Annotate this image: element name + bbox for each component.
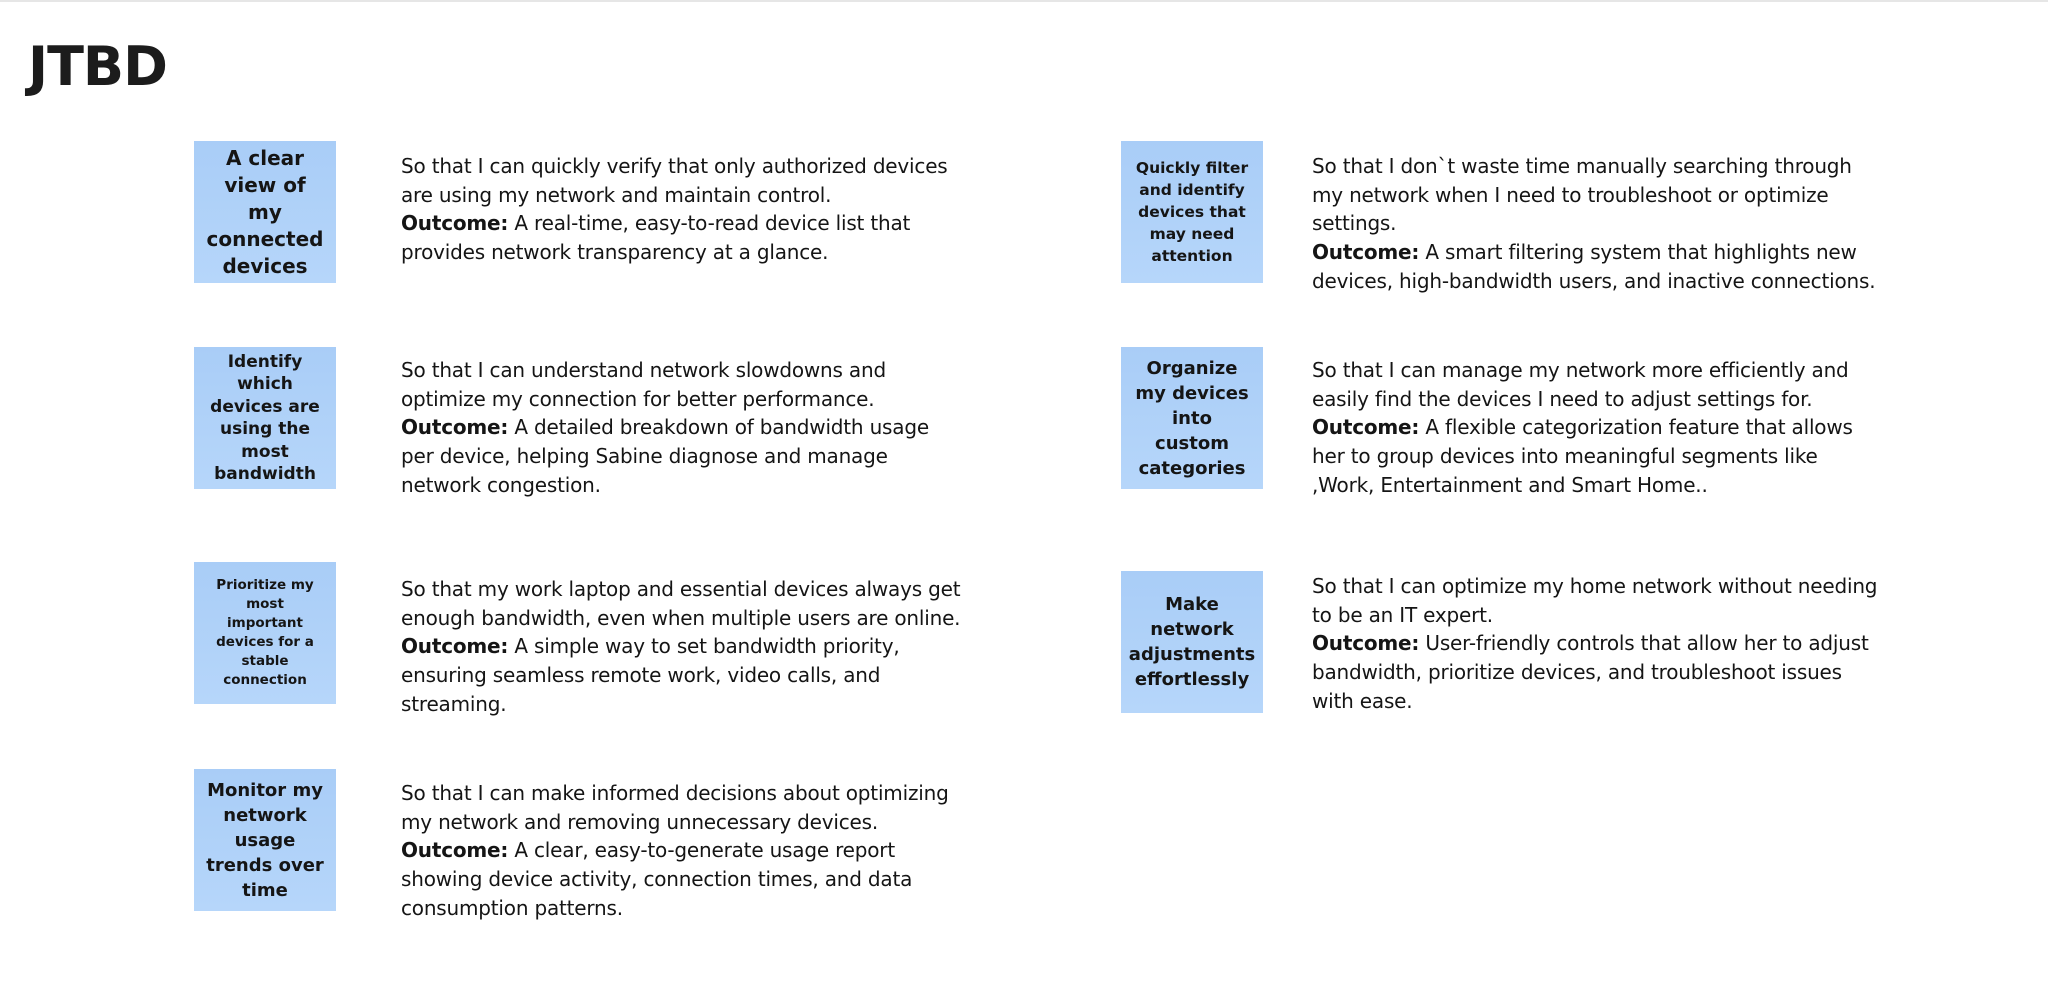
so-that-text: So that my work laptop and essential devices always get enough bandwidth, even when multiple users are online.	[401, 577, 961, 630]
outcome-label: Outcome:	[401, 415, 509, 440]
so-that-text: So that I can manage my network more efficiently and easily find the devices I need to adjust settings for.	[1312, 358, 1849, 411]
top-divider	[0, 0, 2048, 2]
so-that-text: So that I can understand network slowdowns and optimize my connection for better performance.	[401, 358, 886, 411]
job-description-monitor	[401, 779, 961, 923]
job-description-adjustments	[1312, 572, 1882, 716]
sticky-note-monitor[interactable]	[194, 769, 336, 911]
sticky-note-label: Make network adjustments effortlessly	[1128, 594, 1256, 690]
outcome-label: Outcome:	[1312, 631, 1420, 656]
so-that-text: So that I can make informed decisions about optimizing my network and removing unnecessary devices.	[401, 781, 949, 834]
job-description-clear-view	[401, 152, 961, 267]
job-description-bandwidth	[401, 356, 961, 500]
sticky-note-adjustments[interactable]	[1121, 571, 1263, 713]
so-that-text: So that I don`t waste time manually searching through my network when I need to troubleshoot or optimize settings.	[1312, 154, 1852, 236]
so-that-text: So that I can optimize my home network without needing to be an IT expert.	[1312, 574, 1878, 627]
sticky-note-organize[interactable]	[1121, 347, 1263, 489]
job-description-organize	[1312, 356, 1882, 500]
sticky-note-label: Monitor my network usage trends over time	[206, 779, 324, 901]
sticky-note-label: Identify which devices are using the most bandwidth	[210, 351, 320, 484]
sticky-note-label: Organize my devices into custom categories	[1135, 357, 1249, 479]
so-that-text: So that I can quickly verify that only authorized devices are using my network and maintain control.	[401, 154, 948, 207]
outcome-label: Outcome:	[401, 838, 509, 863]
outcome-label: Outcome:	[401, 211, 509, 236]
outcome-label: Outcome:	[401, 634, 509, 659]
outcome-text: User-friendly controls that allow her to adjust bandwidth, prioritize devices, and troubleshoot issues with ease.	[1312, 631, 1869, 713]
sticky-note-label: Quickly filter and identify devices that may need attention	[1135, 159, 1249, 265]
outcome-text: A real-time, easy-to-read device list that provides network transparency at a glance.	[401, 211, 911, 265]
outcome-text: A detailed breakdown of bandwidth usage per device, helping Sabine diagnose and manage network congestion.	[401, 415, 929, 497]
sticky-note-bandwidth[interactable]	[194, 347, 336, 489]
job-description-prioritize	[401, 575, 961, 719]
page-title: JTBD	[28, 35, 167, 98]
outcome-label: Outcome:	[1312, 240, 1420, 265]
outcome-text: A clear, easy-to-generate usage report showing device activity, connection times, and data consumption patterns.	[401, 838, 913, 920]
outcome-text: A flexible categorization feature that allows her to group devices into meaningful segments like ,Work, Entertainment and Smart Home..	[1312, 415, 1853, 497]
job-description-filter	[1312, 152, 1882, 296]
sticky-note-label: Prioritize my most important devices for a stable connection	[216, 577, 314, 688]
outcome-text: A smart filtering system that highlights new devices, high-bandwidth users, and inactive connections.	[1312, 240, 1876, 293]
outcome-label: Outcome:	[1312, 415, 1420, 440]
sticky-note-clear-view[interactable]	[194, 141, 336, 283]
sticky-note-prioritize[interactable]	[194, 562, 336, 704]
sticky-note-filter[interactable]	[1121, 141, 1263, 283]
sticky-note-label: A clear view of my connected devices	[206, 145, 324, 278]
outcome-text: A simple way to set bandwidth priority, ensuring seamless remote work, video calls, and streaming.	[401, 634, 900, 716]
